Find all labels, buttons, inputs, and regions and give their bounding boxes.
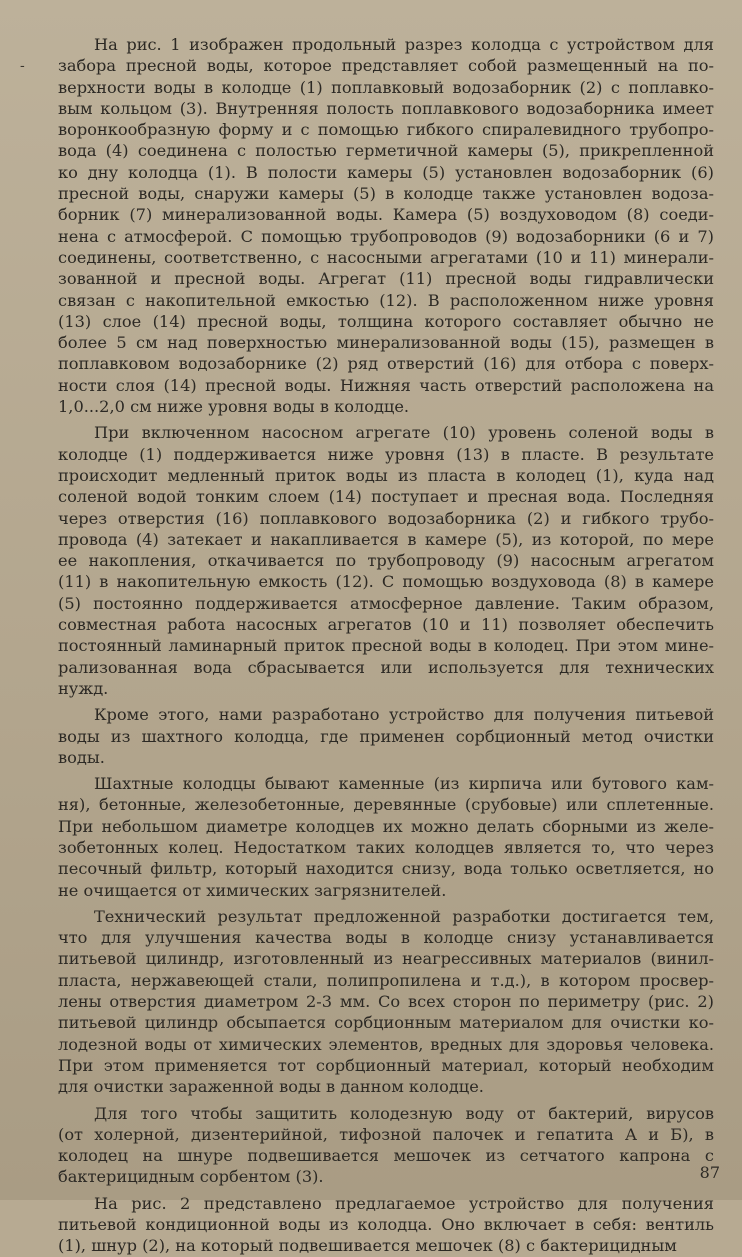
- text-line: соединены, соответственно, с насосными агрегатами (10 и 11) минерали-: [58, 247, 714, 267]
- text-line: зобетонных колец. Недостатком таких колодцев является то, что через: [58, 837, 714, 857]
- text-line: вым кольцом (3). Внутренняя полость поплавкового водозаборника имеет: [58, 98, 714, 118]
- text-line: Технический результат предложенной разработки достигается тем,: [94, 906, 714, 926]
- text-line: воды.: [58, 747, 105, 767]
- paragraph: [58, 422, 714, 699]
- paragraph: [58, 773, 714, 901]
- text-line: Кроме этого, нами разработано устройство для получения питьевой: [94, 705, 714, 725]
- text-line: совместная работа насосных агрегатов (10 и 11) позволяет обеспечить: [58, 615, 714, 635]
- text-line: поплавковом водозаборнике (2) ряд отверстий (16) для отбора с поверх-: [58, 354, 714, 374]
- text-line: ности слоя (14) пресной воды. Нижняя часть отверстий расположена на: [58, 375, 714, 395]
- text-line: (1), шнур (2), на который подвешивается мешочек (8) с бактерицидным: [58, 1236, 677, 1256]
- text-line: верхности воды в колодце (1) поплавковый водозаборник (2) с поплавко-: [58, 77, 714, 97]
- text-line: забора пресной воды, которое представляет собой размещенный на по-: [58, 56, 714, 76]
- paragraph: [58, 1193, 714, 1257]
- margin-mark: -: [20, 58, 25, 74]
- text-line: колодец на шнуре подвешивается мешочек из сетчатого капрона с: [58, 1146, 714, 1166]
- text-line: соленой водой тонким слоем (14) поступает и пресная вода. Последняя: [58, 487, 714, 507]
- text-line: песочный фильтр, который находится снизу, вода только осветляется, но: [58, 859, 714, 879]
- text-line: рализованная вода сбрасывается или используется для технических: [58, 657, 714, 677]
- text-line: Для того чтобы защитить колодезную воду от бактерий, вирусов: [94, 1103, 714, 1123]
- text-line: (11) в накопительную емкость (12). С помощью воздуховода (8) в камере: [58, 572, 714, 592]
- text-line: На рис. 2 представлено предлагаемое устройство для получения: [94, 1193, 714, 1213]
- text-line: более 5 см над поверхностью минерализованной воды (15), размещен в: [58, 333, 714, 353]
- text-line: не очищается от химических загрязнителей.: [58, 880, 447, 900]
- text-line: колодце (1) поддерживается ниже уровня (13) в пласте. В результате: [58, 444, 714, 464]
- text-line: связан с накопительной емкостью (12). В расположенном ниже уровня: [58, 290, 714, 310]
- text-line: На рис. 1 изображен продольный разрез колодца с устройством для: [94, 35, 714, 54]
- text-line: При включенном насосном агрегате (10) уровень соленой воды в: [94, 423, 714, 443]
- text-line: происходит медленный приток воды из пласта в колодец (1), куда над: [58, 465, 714, 485]
- text-line: питьевой цилиндр, изготовленный из неагрессивных материалов (винил-: [58, 949, 714, 969]
- text-line: Шахтные колодцы бывают каменные (из кирпича или бутового кам-: [94, 774, 714, 794]
- text-line: При этом применяется тот сорбционный материал, который необходим: [58, 1055, 714, 1075]
- paragraph: [58, 906, 714, 1098]
- text-line: ее накопления, откачивается по трубопроводу (9) насосным агрегатом: [58, 551, 714, 571]
- text-line: пласта, нержавеющей стали, полипропилена и т.д.), в котором просвер-: [58, 970, 714, 990]
- text-line: нужд.: [58, 678, 109, 698]
- body-text: [58, 34, 714, 1257]
- text-line: питьевой кондиционной воды из колодца. Оно включает в себя: вентиль: [58, 1215, 714, 1235]
- text-line: 1,0...2,0 см ниже уровня воды в колодце.: [58, 397, 410, 417]
- text-line: ко дну колодца (1). В полости камеры (5) установлен водозаборник (6): [58, 162, 714, 182]
- text-line: для очистки зараженной воды в данном колодце.: [58, 1077, 484, 1097]
- text-line: (13) слое (14) пресной воды, толщина которого составляет обычно не: [58, 311, 714, 331]
- text-line: через отверстия (16) поплавкового водозаборника (2) и гибкого трубо-: [58, 508, 714, 528]
- text-line: При небольшом диаметре колодцев их можно делать сборными из желе-: [58, 816, 714, 836]
- text-line: лодезной воды от химических элементов, вредных для здоровья человека.: [58, 1034, 714, 1054]
- text-line: провода (4) затекает и накапливается в камере (5), из которой, по мере: [58, 529, 714, 549]
- text-line: лены отверстия диаметром 2-3 мм. Со всех сторон по периметру (рис. 2): [58, 992, 714, 1012]
- text-line: (от холерной, дизентерийной, тифозной палочек и гепатита А и Б), в: [58, 1124, 714, 1144]
- text-line: борник (7) минерализованной воды. Камера (5) воздуховодом (8) соеди-: [58, 205, 714, 225]
- text-line: ня), бетонные, железобетонные, деревянные (срубовые) или сплетенные.: [58, 795, 714, 815]
- text-line: (5) постоянно поддерживается атмосферное давление. Таким образом,: [58, 593, 714, 613]
- text-line: зованной и пресной воды. Агрегат (11) пресной воды гидравлически: [58, 269, 714, 289]
- paragraph: [58, 704, 714, 768]
- text-line: что для улучшения качества воды в колодце снизу устанавливается: [58, 928, 714, 948]
- paragraph: [58, 1103, 714, 1188]
- text-line: постоянный ламинарный приток пресной воды в колодец. При этом мине-: [58, 636, 714, 656]
- text-line: питьевой цилиндр обсыпается сорбционным материалом для очистки ко-: [58, 1013, 714, 1033]
- text-line: воронкообразную форму и с помощью гибкого спиралевидного трубопро-: [58, 120, 714, 140]
- text-line: нена с атмосферой. С помощью трубопроводов (9) водозаборники (6 и 7): [58, 226, 714, 246]
- text-line: бактерицидным сорбентом (3).: [58, 1167, 324, 1187]
- text-line: воды из шахтного колодца, где применен сорбционный метод очистки: [58, 726, 714, 746]
- text-line: пресной воды, снаружи камеры (5) в колодце также установлен водоза-: [58, 184, 714, 204]
- page-number: 87: [699, 1163, 720, 1182]
- paragraph: [58, 34, 714, 417]
- text-line: вода (4) соединена с полостью герметичной камеры (5), прикрепленной: [58, 141, 714, 161]
